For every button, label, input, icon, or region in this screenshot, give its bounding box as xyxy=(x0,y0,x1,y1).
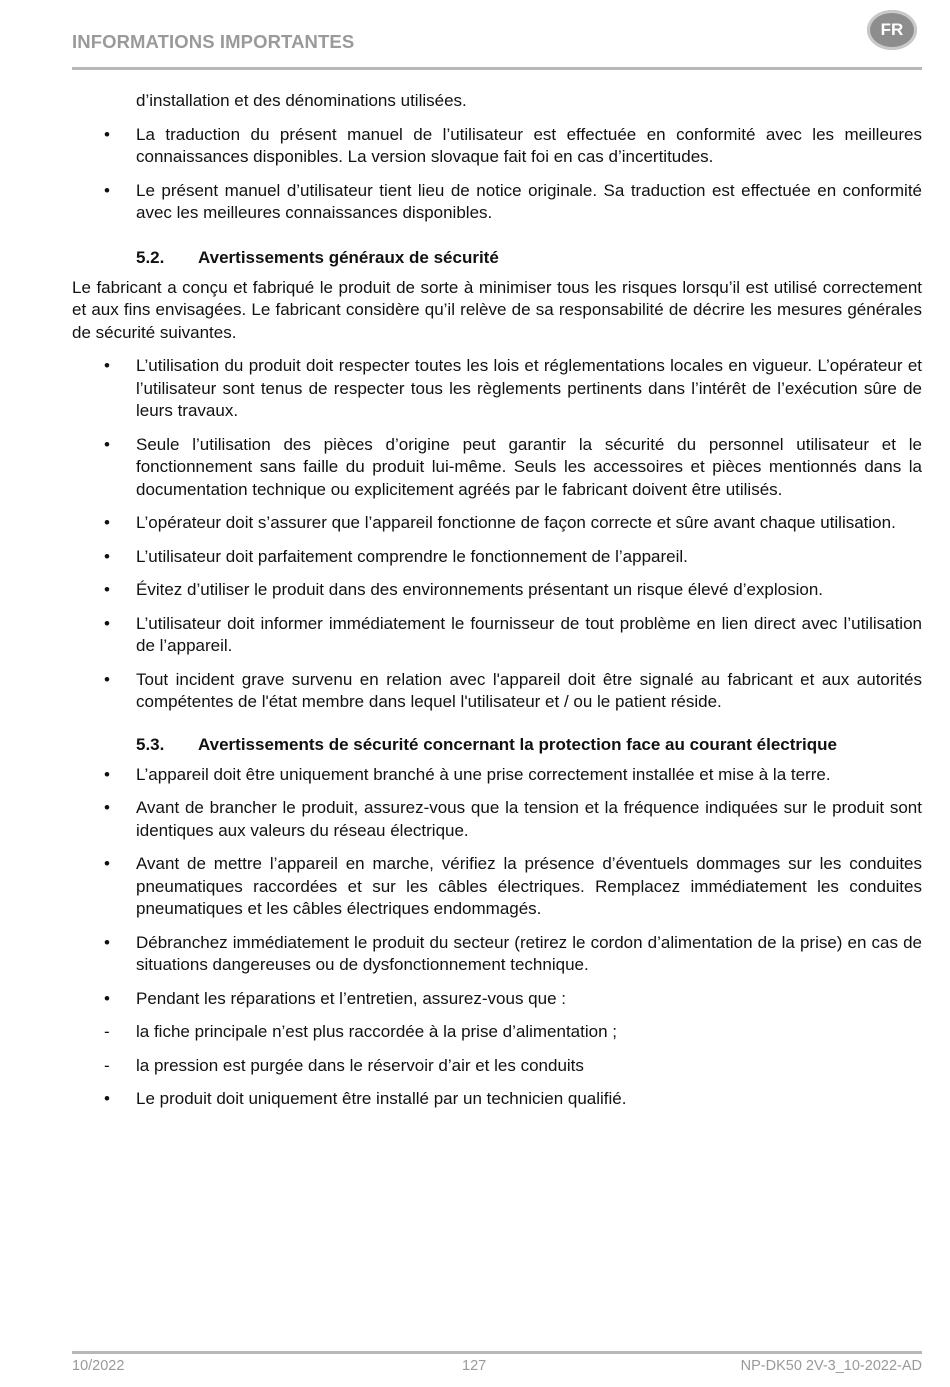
list-item-text: Le produit doit uniquement être installé par un technicien qualifié. xyxy=(136,1089,627,1108)
section-heading-5-2 xyxy=(72,247,922,269)
language-badge-icon xyxy=(867,10,917,50)
bullet-marker: • xyxy=(104,988,110,1008)
list-item-text: Avant de mettre l’appareil en marche, vérifiez la présence d’éventuels dommages sur les conduites pneumatiques raccordées et sur les câbles électriques. Remplacez immédiatement les conduites pneumatiques et les câbles électriques endommagés. xyxy=(136,854,922,918)
header-divider xyxy=(72,67,922,70)
list-item xyxy=(72,512,922,535)
bullet-marker: • xyxy=(104,180,110,200)
bullet-marker: • xyxy=(104,580,110,599)
list-item xyxy=(72,797,922,842)
list-item-text: Tout incident grave survenu en relation avec l'appareil doit être signalé au fabricant et aux autorités compétentes de l'état membre dans lequel l'utilisateur et / ou le patient réside. xyxy=(136,669,922,711)
footer-document-id: NP-DK50 2V-3_10-2022-AD xyxy=(740,1358,922,1374)
list-item-text: L’utilisateur doit informer immédiatement le fournisseur de tout problème en lien direct avec l’utilisation de l’appareil. xyxy=(136,613,922,655)
language-badge-label: FR xyxy=(880,20,904,39)
list-item-text: la pression est purgée dans le réservoir d’air et les conduits xyxy=(136,1055,584,1075)
bullet-marker: • xyxy=(104,613,110,633)
bullet-marker: • xyxy=(104,798,110,817)
section-number: 5.2. xyxy=(136,247,165,267)
bullet-marker: • xyxy=(104,434,110,454)
list-item xyxy=(72,579,922,602)
bullet-marker: • xyxy=(104,546,110,566)
bullet-marker: • xyxy=(104,854,110,873)
dash-marker: - xyxy=(104,1022,110,1041)
list-item xyxy=(72,764,922,787)
section-5-3-list xyxy=(72,764,922,1111)
section-title: Avertissements généraux de sécurité xyxy=(198,247,499,267)
list-item xyxy=(72,355,922,423)
bullet-marker: • xyxy=(104,764,110,784)
list-item-text: L’appareil doit être uniquement branché à une prise correctement installée et mise à la terre. xyxy=(136,764,831,784)
list-item-text: la fiche principale n’est plus raccordée à la prise d’alimentation ; xyxy=(136,1022,617,1041)
intro-continuation: d’installation et des dénominations utilisées. xyxy=(136,91,467,110)
bullet-marker: • xyxy=(104,513,110,532)
section-5-2-list xyxy=(72,355,922,714)
section-heading-5-3 xyxy=(72,734,922,756)
list-item-text: Évitez d’utiliser le produit dans des environnements présentant un risque élevé d’explosion. xyxy=(136,580,824,599)
bullet-marker: • xyxy=(104,1089,110,1108)
section-number: 5.3. xyxy=(136,734,165,754)
list-item-text: Avant de brancher le produit, assurez-vous que la tension et la fréquence indiquées sur le produit sont identiques aux valeurs du réseau électrique. xyxy=(136,798,922,840)
list-item xyxy=(72,1021,922,1044)
list-item xyxy=(72,1055,922,1078)
section-title: Avertissements de sécurité concernant la protection face au courant électrique xyxy=(198,734,837,754)
footer-divider xyxy=(72,1351,922,1354)
list-item-text: L’utilisation du produit doit respecter toutes les lois et réglementations locales en vigueur. L’opérateur et l’utilisateur sont tenus de respecter tous les règlements pertinents dans l’intérêt de l’exécution sûre de leurs travaux. xyxy=(136,356,922,420)
list-item xyxy=(72,932,922,977)
list-item-text: Débranchez immédiatement le produit du secteur (retirez le cordon d’alimentation de la prise) en cas de situations dangereuses ou de dysfonctionnement technique. xyxy=(136,932,922,974)
list-item-text: Seule l’utilisation des pièces d’origine peut garantir la sécurité du personnel utilisateur et le fonctionnement sans faille du produit lui-même. Seuls les accessoires et pièces mentionnés dans la documentation technique ou explicitement agréés par le fabricant doivent être utilisés. xyxy=(136,434,922,499)
bullet-marker: • xyxy=(104,124,110,144)
list-item xyxy=(72,546,922,569)
list-item xyxy=(72,988,922,1011)
bullet-marker: • xyxy=(104,356,110,375)
bullet-marker: • xyxy=(104,669,110,689)
list-item xyxy=(72,1088,922,1111)
list-item-text: L’opérateur doit s’assurer que l’appareil fonctionne de façon correcte et sûre avant chaque utilisation. xyxy=(136,513,896,532)
list-item-text: Pendant les réparations et l’entretien, assurez-vous que : xyxy=(136,988,566,1008)
list-item xyxy=(72,853,922,921)
list-item: • La traduction du présent manuel de l’utilisateur est effectuée en conformité avec les meilleures connaissances disponibles. La version slovaque fait foi en cas d’incertitudes. xyxy=(104,124,922,166)
page-header-title: INFORMATIONS IMPORTANTES xyxy=(72,31,355,52)
list-item: • Le présent manuel d’utilisateur tient lieu de notice originale. Sa traduction est effectuée en conformité avec les meilleures connaissances disponibles. xyxy=(104,180,922,222)
bullet-marker: • xyxy=(104,932,110,952)
list-item xyxy=(72,669,922,714)
page-content xyxy=(72,90,922,1122)
section-5-2-intro: Le fabricant a conçu et fabriqué le produit de sorte à minimiser tous les risques lorsqu’il est utilisé correctement et aux fins envisagées. Le fabricant considère qu’il relève de sa responsabilité de décrire les mesures générales de sécurité suivantes. xyxy=(72,277,922,342)
footer-page-number: 127 xyxy=(462,1358,487,1374)
list-item xyxy=(72,434,922,502)
list-item-text: L’utilisateur doit parfaitement comprendre le fonctionnement de l’appareil. xyxy=(136,546,688,566)
dash-marker: - xyxy=(104,1055,110,1075)
footer-date: 10/2022 xyxy=(72,1358,125,1374)
list-item xyxy=(72,613,922,658)
